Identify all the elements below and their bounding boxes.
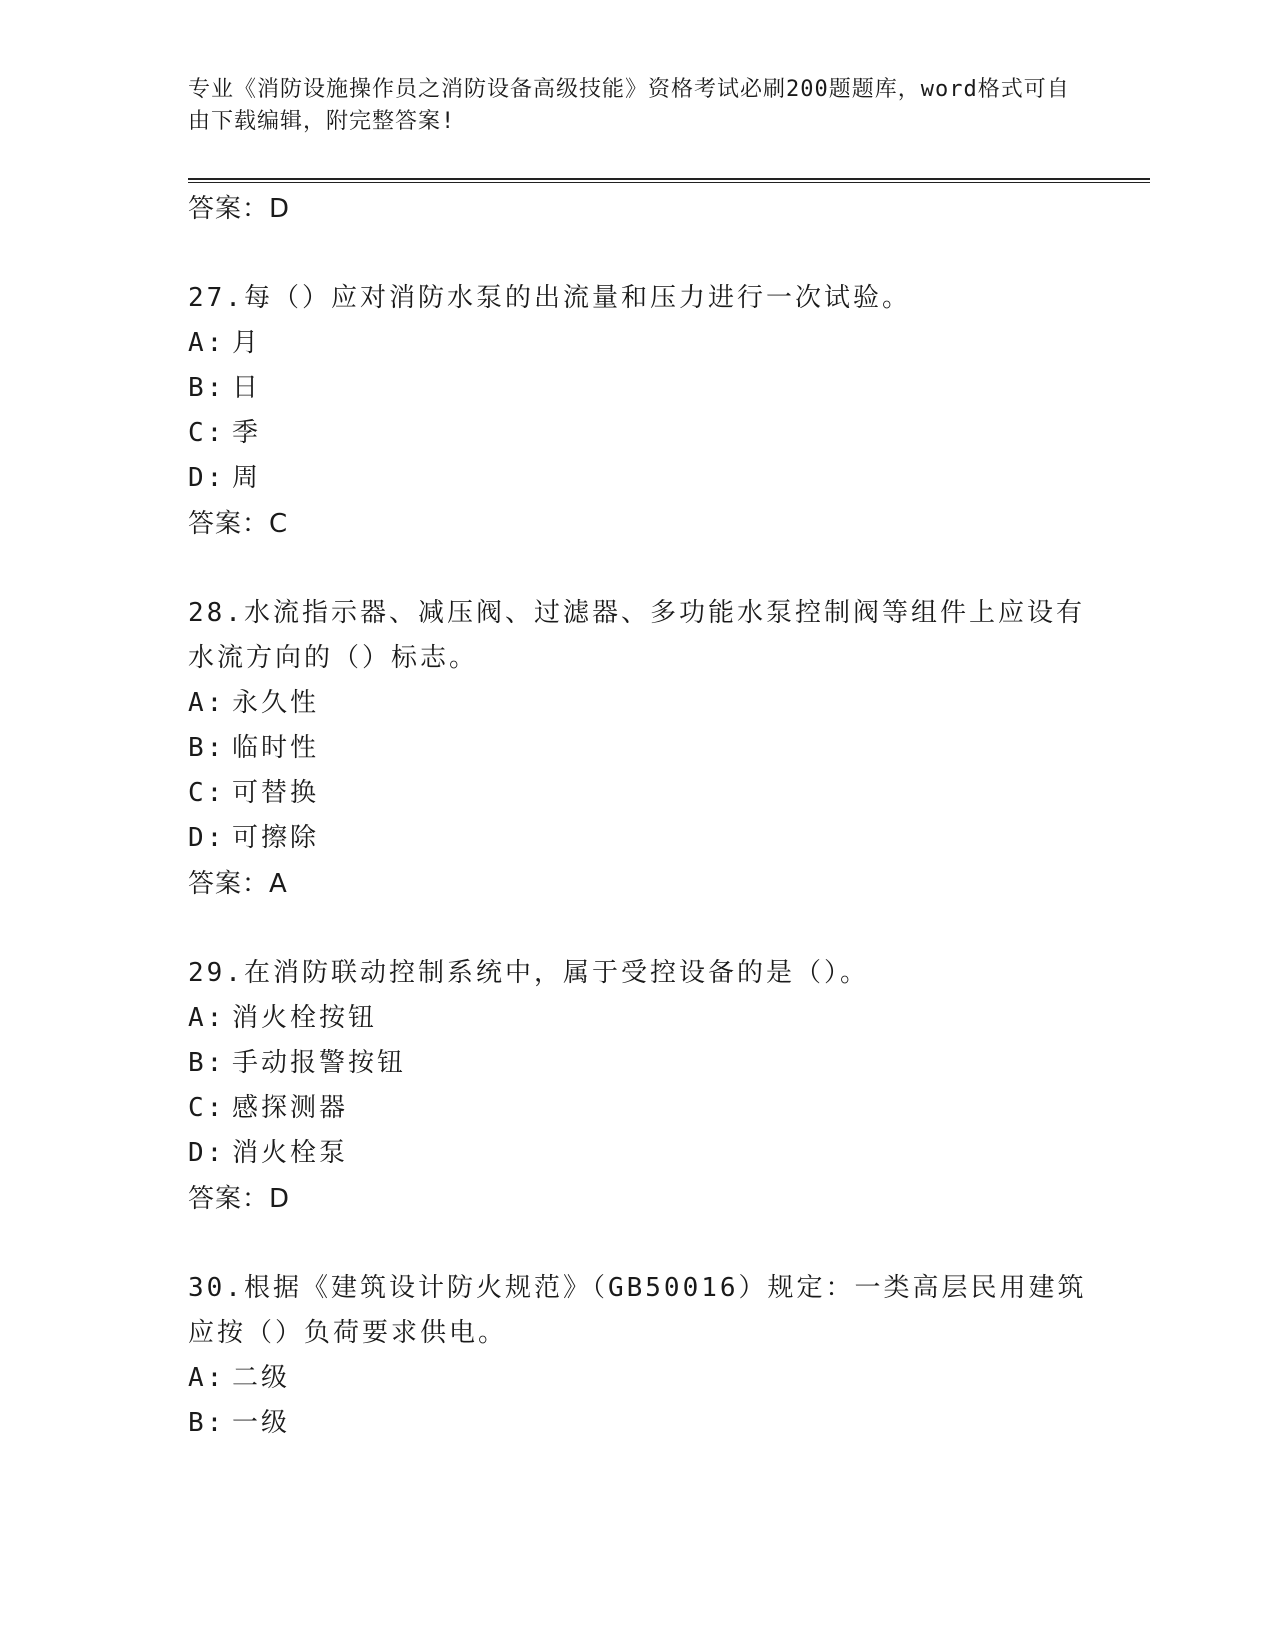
option-a bbox=[188, 996, 1088, 1041]
answer: 答案：C bbox=[188, 509, 289, 539]
option-letter: D: bbox=[188, 463, 226, 493]
option-text: 季 bbox=[232, 418, 262, 448]
option-text: 周 bbox=[232, 463, 262, 493]
option-letter: C: bbox=[188, 1093, 226, 1123]
option-letter: D: bbox=[188, 1138, 226, 1168]
option-letter: C: bbox=[188, 418, 226, 448]
option-letter: A: bbox=[188, 688, 226, 718]
option-a bbox=[188, 321, 1088, 366]
option-a bbox=[188, 1356, 1088, 1401]
option-text: 手动报警按钮 bbox=[232, 1048, 407, 1078]
option-letter: C: bbox=[188, 778, 226, 808]
option-text: 永久性 bbox=[232, 688, 320, 718]
option-b bbox=[188, 1041, 1088, 1086]
option-text: 感探测器 bbox=[232, 1093, 349, 1123]
option-b bbox=[188, 366, 1088, 411]
question-29 bbox=[188, 951, 1088, 1222]
option-text: 月 bbox=[232, 328, 262, 358]
option-text: 消火栓泵 bbox=[232, 1138, 349, 1168]
previous-answer: 答案：D bbox=[188, 194, 291, 224]
option-letter: B: bbox=[188, 1048, 226, 1078]
option-text: 可擦除 bbox=[232, 823, 320, 853]
question-27 bbox=[188, 276, 1088, 547]
question-stem: 29.在消防联动控制系统中，属于受控设备的是（）。 bbox=[188, 958, 869, 988]
option-letter: A: bbox=[188, 1003, 226, 1033]
answer: 答案：A bbox=[188, 869, 288, 899]
option-text: 临时性 bbox=[232, 733, 320, 763]
answer: 答案：D bbox=[188, 1184, 291, 1214]
option-letter: A: bbox=[188, 1363, 226, 1393]
option-c bbox=[188, 1086, 1088, 1131]
option-a bbox=[188, 681, 1088, 726]
option-text: 二级 bbox=[232, 1363, 291, 1393]
option-text: 消火栓按钮 bbox=[232, 1003, 378, 1033]
option-letter: B: bbox=[188, 733, 226, 763]
option-c bbox=[188, 411, 1088, 456]
page-header: 专业《消防设施操作员之消防设备高级技能》资格考试必刷200题题库，word格式可自由下载编辑，附完整答案! bbox=[188, 77, 1070, 134]
option-letter: B: bbox=[188, 373, 226, 403]
option-d bbox=[188, 456, 1088, 501]
option-text: 可替换 bbox=[232, 778, 320, 808]
question-stem: 30.根据《建筑设计防火规范》（GB50016）规定：一类高层民用建筑应按（）负荷要求供电。 bbox=[188, 1273, 1087, 1348]
option-letter: A: bbox=[188, 328, 226, 358]
header-divider-top bbox=[188, 178, 1150, 180]
question-28 bbox=[188, 591, 1088, 907]
option-b bbox=[188, 726, 1088, 771]
option-c bbox=[188, 771, 1088, 816]
option-b bbox=[188, 1401, 1088, 1446]
option-d bbox=[188, 816, 1088, 861]
option-d bbox=[188, 1131, 1088, 1176]
question-stem: 28.水流指示器、减压阀、过滤器、多功能水泵控制阀等组件上应设有水流方向的（）标志。 bbox=[188, 598, 1085, 673]
option-letter: B: bbox=[188, 1408, 226, 1438]
question-30 bbox=[188, 1266, 1088, 1446]
option-text: 日 bbox=[232, 373, 262, 403]
question-stem: 27.每（）应对消防水泵的出流量和压力进行一次试验。 bbox=[188, 283, 911, 313]
question-list bbox=[188, 186, 1088, 1446]
header-divider-bottom bbox=[188, 182, 1150, 183]
option-text: 一级 bbox=[232, 1408, 291, 1438]
option-letter: D: bbox=[188, 823, 226, 853]
